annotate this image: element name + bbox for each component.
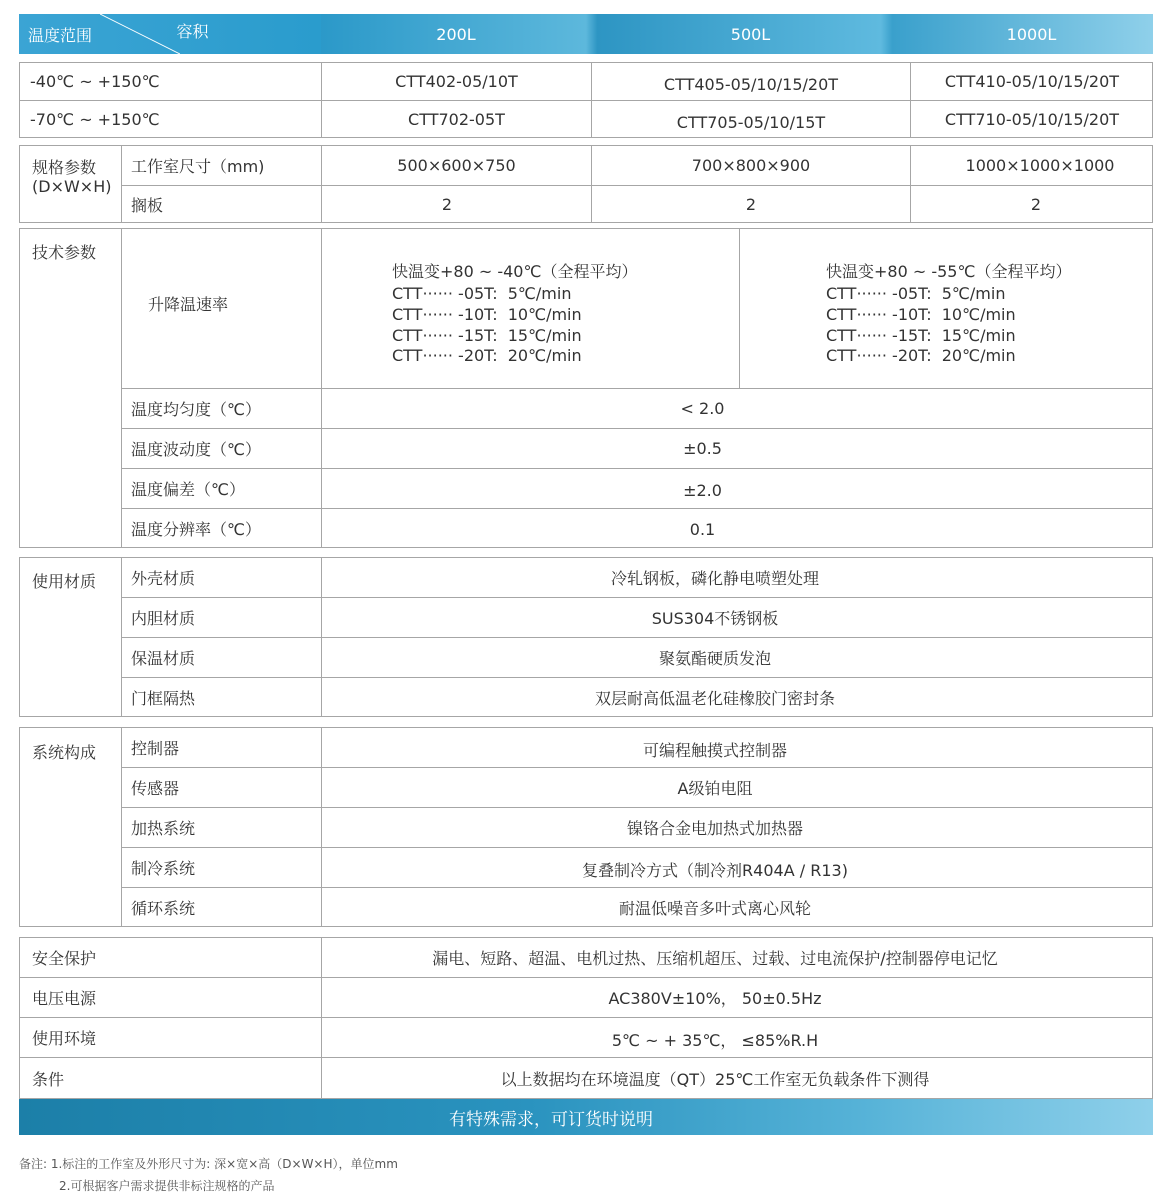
tech-row-label: 温度分辨率（℃） xyxy=(131,520,261,539)
system-row-value: 可编程触摸式控制器 xyxy=(642,741,787,760)
system-row-label: 加热系统 xyxy=(131,819,196,838)
rate-right-line: CTT······ -10T: 10℃/min xyxy=(826,305,1016,324)
material-group-label: 使用材质 xyxy=(32,572,97,591)
material-row-label: 保温材质 xyxy=(131,649,196,668)
spec-row-label: 工作室尺寸（mm) xyxy=(131,157,265,176)
header-diagonal xyxy=(100,14,180,54)
header-temp-range-label: 温度范围 xyxy=(28,25,93,45)
footer-banner xyxy=(19,1099,1153,1135)
rate-left-line: CTT······ -05T: 5℃/min xyxy=(392,284,572,303)
rate-right-line: CTT······ -20T: 20℃/min xyxy=(826,346,1016,365)
spec-group-label: 规格参数 xyxy=(32,158,97,177)
rate-left-line: CTT······ -10T: 10℃/min xyxy=(392,305,582,324)
model-cell: CTT402-05/10T xyxy=(395,72,518,91)
material-row-label: 外壳材质 xyxy=(131,569,196,588)
system-group-label: 系统构成 xyxy=(32,743,97,762)
system-row-label: 制冷系统 xyxy=(131,859,196,878)
header-volume-500l: 500L xyxy=(730,24,771,44)
system-row-value: A级铂电阻 xyxy=(677,779,753,798)
material-row-label: 内胆材质 xyxy=(131,609,196,628)
rate-left-line: CTT······ -15T: 15℃/min xyxy=(392,326,582,345)
material-row-value: 双层耐高低温老化硅橡胶门密封条 xyxy=(594,689,835,708)
misc-row-value: 5℃ ~ + 35℃， ≤85%R.H xyxy=(611,1031,819,1050)
tech-row-label: 温度偏差（℃） xyxy=(131,480,245,499)
system-row-label: 传感器 xyxy=(131,779,180,798)
rate-right-line: CTT······ -15T: 15℃/min xyxy=(826,326,1016,345)
rate-right-title: 快温变+80 ~ -55℃（全程平均） xyxy=(826,262,1072,281)
tech-row-label: 温度均匀度（℃） xyxy=(131,400,261,419)
spec-cell: 2 xyxy=(745,195,757,214)
spec-cell: 700×800×900 xyxy=(691,156,811,175)
misc-row-label: 条件 xyxy=(32,1070,65,1089)
rate-right-line: CTT······ -05T: 5℃/min xyxy=(826,284,1006,303)
material-row-value: 冷轧钢板，磷化静电喷塑处理 xyxy=(610,569,819,588)
rate-left-title: 快温变+80 ~ -40℃（全程平均） xyxy=(392,262,638,281)
note-line: 备注: 1.标注的工作室及外形尺寸为: 深×宽×高（D×W×H），单位mm xyxy=(19,1157,398,1171)
model-range: -70℃ ~ +150℃ xyxy=(30,110,160,129)
misc-row-value: 漏电、短路、超温、电机过热、压缩机超压、过载、过电流保护/控制器停电记忆 xyxy=(432,949,998,968)
tech-row-value: < 2.0 xyxy=(680,399,725,418)
note-line: 2.可根据客户需求提供非标注规格的产品 xyxy=(59,1179,275,1193)
tech-row-label: 温度波动度（℃） xyxy=(131,440,261,459)
material-row-value: SUS304不锈钢板 xyxy=(651,609,779,628)
model-cell: CTT702-05T xyxy=(408,110,505,129)
spec-group-sub: (D×W×H) xyxy=(32,177,112,196)
misc-row-label: 使用环境 xyxy=(32,1029,97,1048)
header-volume-1000l: 1000L xyxy=(1006,24,1057,44)
system-row-value: 镍铬合金电加热式加热器 xyxy=(626,819,803,838)
model-cell: CTT405-05/10/15/20T xyxy=(663,75,839,94)
rate-label: 升降温速率 xyxy=(148,294,229,314)
tech-group-label: 技术参数 xyxy=(32,243,97,262)
material-row-value: 聚氨酯硬质发泡 xyxy=(658,649,771,668)
system-row-label: 循环系统 xyxy=(131,899,196,918)
misc-row-label: 电压电源 xyxy=(32,989,97,1008)
model-range: -40℃ ~ +150℃ xyxy=(30,72,160,91)
tech-row-value: 0.1 xyxy=(689,520,716,539)
model-cell: CTT705-05/10/15T xyxy=(676,113,826,132)
system-row-value: 复叠制冷方式（制冷剂R404A / R13) xyxy=(582,861,848,880)
spec-cell: 500×600×750 xyxy=(397,156,516,175)
model-cell: CTT710-05/10/15/20T xyxy=(944,110,1120,129)
tech-row-value: ±0.5 xyxy=(683,439,722,458)
misc-row-value: 以上数据均在环境温度（QT）25℃工作室无负载条件下测得 xyxy=(500,1070,930,1089)
misc-row-value: AC380V±10%， 50±0.5Hz xyxy=(608,989,822,1008)
misc-row-label: 安全保护 xyxy=(32,949,97,968)
rate-left-line: CTT······ -20T: 20℃/min xyxy=(392,346,582,365)
header-volume-label: 容积 xyxy=(176,21,209,41)
spec-cell: 1000×1000×1000 xyxy=(965,156,1115,175)
tech-row-value: ±2.0 xyxy=(683,481,722,500)
spec-row-label: 搁板 xyxy=(131,196,164,215)
model-cell: CTT410-05/10/15/20T xyxy=(944,72,1120,91)
system-row-value: 耐温低噪音多叶式离心风轮 xyxy=(618,899,811,918)
system-row-label: 控制器 xyxy=(131,739,180,758)
footer-banner-text: 有特殊需求，可订货时说明 xyxy=(449,1109,653,1130)
spec-cell: 2 xyxy=(1030,195,1042,214)
material-row-label: 门框隔热 xyxy=(131,689,196,708)
header-volume-200l: 200L xyxy=(436,24,476,44)
spec-cell: 2 xyxy=(441,195,453,214)
